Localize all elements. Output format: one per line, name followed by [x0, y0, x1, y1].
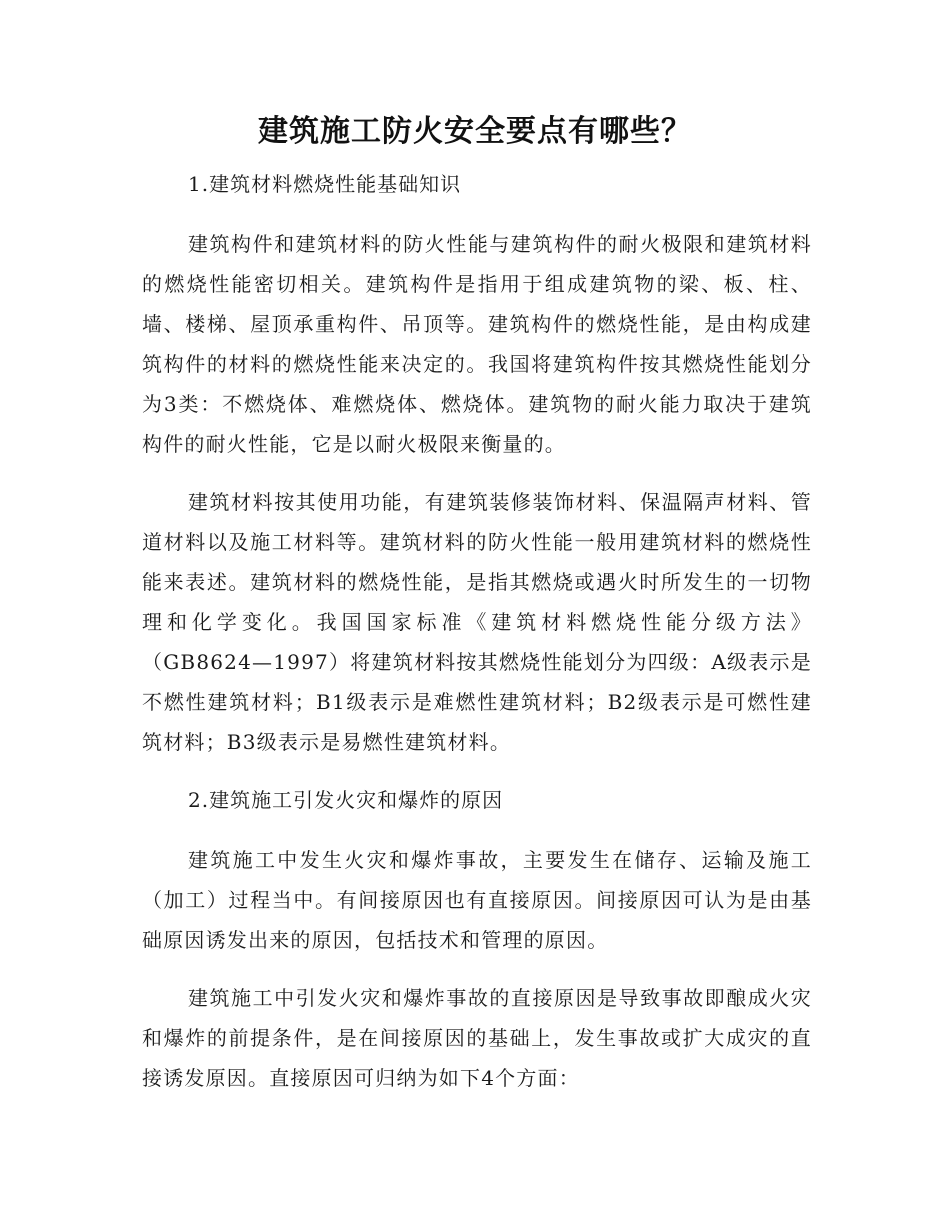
page-title: 建筑施工防火安全要点有哪些？	[258, 114, 692, 149]
paragraph-2-1: 建筑施工中发生火灾和爆炸事故，主要发生在储存、运输及施工（加工）过程当中。有间接原因也有直接原因。间接原因可认为是由基础原因诱发出来的原因，包括技术和管理的原因。	[142, 848, 812, 952]
section-heading-1: 1.建筑材料燃烧性能基础知识	[188, 172, 462, 196]
section-heading-2: 2.建筑施工引发火灾和爆炸的原因	[188, 788, 504, 812]
paragraph-1-2: 建筑材料按其使用功能，有建筑装修装饰材料、保温隔声材料、管道材料以及施工材料等。建筑材料的防火性能一般用建筑材料的燃烧性能来表述。建筑材料的燃烧性能，是指其燃烧或遇火时所发生的一切物理和化学变化。我国国家标准《建筑材料燃烧性能分级方法》（GB8624—1997）将建筑材料按其燃烧性能划分为四级：A级表示是不燃性建筑材料；B1级表示是难燃性建筑材料；B2级表示是可燃性建筑材料；B3级表示是易燃性建筑材料。	[142, 490, 812, 754]
paragraph-1-1: 建筑构件和建筑材料的防火性能与建筑构件的耐火极限和建筑材料的燃烧性能密切相关。建筑构件是指用于组成建筑物的梁、板、柱、墙、楼梯、屋顶承重构件、吊顶等。建筑构件的燃烧性能，是由构成建筑构件的材料的燃烧性能来决定的。我国将建筑构件按其燃烧性能划分为3类：不燃烧体、难燃烧体、燃烧体。建筑物的耐火能力取决于建筑构件的耐火性能，它是以耐火极限来衡量的。	[142, 232, 812, 456]
paragraph-2-2: 建筑施工中引发火灾和爆炸事故的直接原因是导致事故即酿成火灾和爆炸的前提条件，是在间接原因的基础上，发生事故或扩大成灾的直接诱发原因。直接原因可归纳为如下4个方面：	[142, 986, 812, 1090]
document-body	[142, 164, 812, 1116]
